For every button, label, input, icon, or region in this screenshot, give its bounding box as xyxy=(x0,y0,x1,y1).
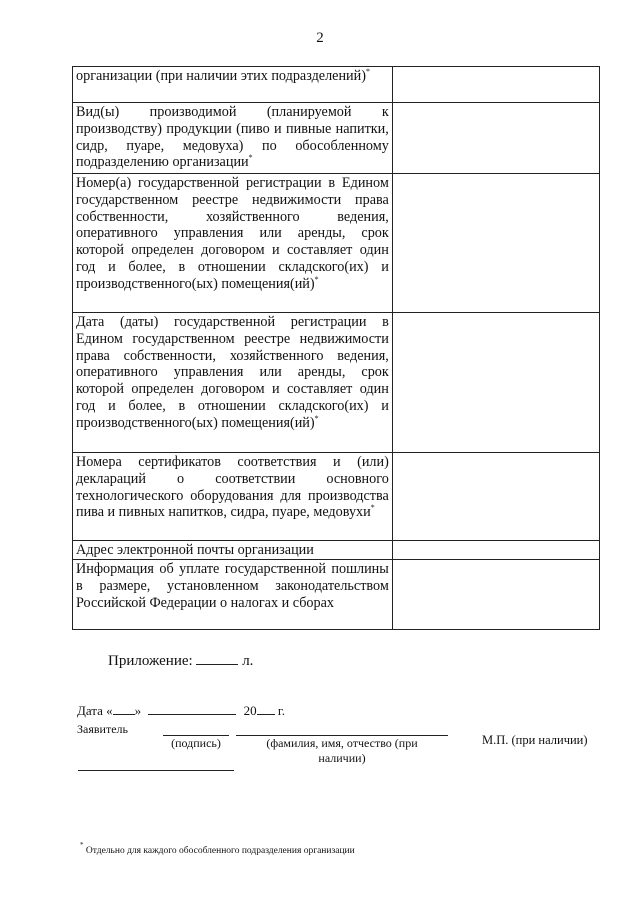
page-number: 2 xyxy=(316,30,324,46)
attachment-line xyxy=(108,651,253,670)
date-label: Дата xyxy=(77,703,103,718)
extra-signature-field[interactable] xyxy=(78,770,234,771)
row-label xyxy=(73,313,393,453)
row-value-cell[interactable] xyxy=(392,453,599,541)
row-label-text: Дата (даты) государственной регистрации в Едином государственном реестре недвижимости права собственности, хозяйственного ведения, оперативного управления или аренды, срок которой определен договором и составляет один год и более, в отношении складского(их) и производственного(ых) помещения(ий) xyxy=(76,314,389,431)
row-label-text: Вид(ы) производимой (планируемой к производству) продукции (пиво и пивные напитки, сидр, пуаре, медовуха) по обособленному подразделению организации xyxy=(76,104,389,171)
row-label-text: Номера сертификатов соответствия и (или) деклараций о соответствии основного технологического оборудования для производства пива и пивных напитков, сидра, пуаре, медовухи xyxy=(76,454,389,521)
row-label-text: организации (при наличии этих подразделений) xyxy=(76,68,366,84)
table-row xyxy=(73,67,600,103)
table-row xyxy=(73,541,600,560)
row-label-text: Информация об уплате государственной пошлины в размере, установленном законодательством Российской Федерации о налогах и сборах xyxy=(76,561,389,611)
table-row xyxy=(73,560,600,630)
row-label xyxy=(73,174,393,313)
footnote-marker: * xyxy=(314,413,319,423)
row-label xyxy=(73,541,393,560)
row-value-cell[interactable] xyxy=(392,560,599,630)
row-label-text: Адрес электронной почты организации xyxy=(76,542,314,558)
date-day-field[interactable] xyxy=(113,701,135,715)
date-month-field[interactable] xyxy=(148,701,236,715)
footnote-text: Отдельно для каждого обособленного подразделения организации xyxy=(85,846,355,856)
signature-caption: (подпись) xyxy=(171,736,221,750)
footnote-marker: * xyxy=(370,503,375,513)
table-row xyxy=(73,174,600,313)
table-row xyxy=(73,313,600,453)
stamp-label: М.П. (при наличии) xyxy=(482,733,588,747)
attachment-pages-field[interactable] xyxy=(196,651,238,665)
date-year-prefix: 20 xyxy=(243,703,257,718)
footnote-marker: * xyxy=(365,67,370,76)
date-year-field[interactable] xyxy=(257,701,275,715)
date-open-quote: « xyxy=(106,703,113,718)
row-value-cell[interactable] xyxy=(392,313,599,453)
footnote-marker: * xyxy=(248,153,253,163)
row-value-cell[interactable] xyxy=(392,174,599,313)
row-label xyxy=(73,103,393,174)
name-caption: (фамилия, имя, отчество (при наличии) xyxy=(266,736,418,765)
attachment-label: Приложение: xyxy=(108,653,193,669)
row-value-cell[interactable] xyxy=(392,103,599,174)
row-value-cell[interactable] xyxy=(392,541,599,560)
row-value-cell[interactable] xyxy=(392,67,599,103)
row-label-text: Номер(а) государственной регистрации в Едином государственном реестре недвижимости права собственности, хозяйственного ведения, оперативного управления или аренды, срок которой определен договором и составляет один год и более, в отношении складского(их) и производственного(ых) помещения(ий) xyxy=(76,175,389,292)
date-year-suffix: г. xyxy=(277,703,286,718)
date-line xyxy=(77,701,285,719)
row-label xyxy=(73,67,393,103)
application-table xyxy=(72,66,600,630)
date-close-quote: » xyxy=(134,703,142,718)
footnote-marker: * xyxy=(314,274,319,284)
table-row xyxy=(73,103,600,174)
row-label xyxy=(73,453,393,541)
attachment-suffix: л. xyxy=(242,653,254,669)
footnote xyxy=(80,841,355,856)
footnote-star: * xyxy=(80,841,84,849)
applicant-label: Заявитель xyxy=(77,722,128,736)
row-label xyxy=(73,560,393,630)
table-row xyxy=(73,453,600,541)
